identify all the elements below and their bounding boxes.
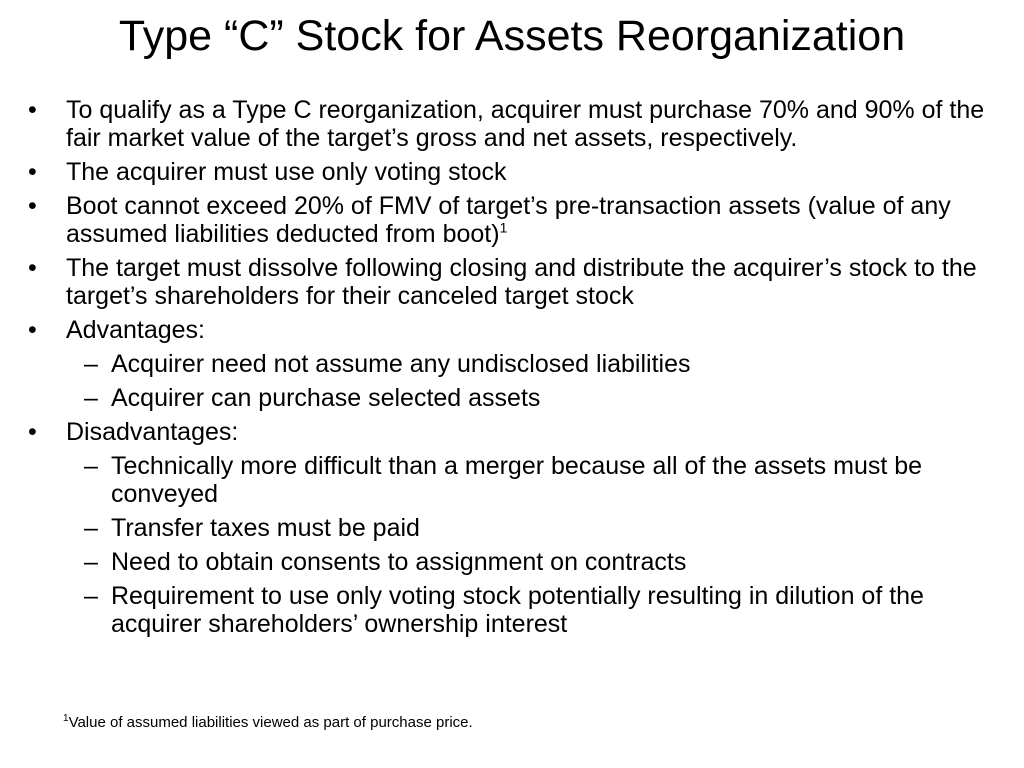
footnote-text: Value of assumed liabilities viewed as part of purchase price. [68,714,473,731]
bullet-marker: • [28,158,37,186]
sub-bullet-marker: – [84,452,98,480]
disadvantages-sub-list [66,452,1003,638]
bullet-text: Advantages: [66,316,205,344]
bullet-marker: • [28,254,37,282]
sub-bullet-text: Need to obtain consents to assignment on contracts [111,548,687,576]
bullet-item-advantages [28,316,1003,412]
bullet-marker: • [28,316,37,344]
sub-bullet-item [66,350,1003,378]
sub-bullet-marker: – [84,384,98,412]
sub-bullet-text: Acquirer need not assume any undisclosed liabilities [111,350,691,378]
bullet-text: The target must dissolve following closing and distribute the acquirer’s stock to the target’s shareholders for their canceled target stock [66,254,977,310]
bullet-item-disadvantages [28,418,1003,638]
sub-bullet-item [66,452,1003,508]
bullet-item [28,158,1003,186]
sub-bullet-marker: – [84,514,98,542]
bullet-marker: • [28,192,37,220]
footnote-marker: 1 [63,713,69,724]
bullet-text: Disadvantages: [66,418,239,446]
sub-bullet-text: Technically more difficult than a merger because all of the assets must be conveyed [111,452,923,508]
bullet-text: Boot cannot exceed 20% of FMV of target’s pre-transaction assets (value of any assumed liabilities deducted from boot) [66,192,951,248]
bullet-marker: • [28,96,37,124]
bullet-marker: • [28,418,37,446]
footnote-reference: 1 [499,219,508,236]
sub-bullet-text: Acquirer can purchase selected assets [111,384,541,412]
sub-bullet-text: Requirement to use only voting stock potentially resulting in dilution of the acquirer shareholders’ ownership interest [111,582,924,638]
advantages-sub-list [66,350,1003,412]
bullet-text: The acquirer must use only voting stock [66,158,507,186]
bullet-text: To qualify as a Type C reorganization, acquirer must purchase 70% and 90% of the fair market value of the target’s gross and net assets, respectively. [66,96,985,152]
sub-bullet-text: Transfer taxes must be paid [111,514,420,542]
sub-bullet-item [66,384,1003,412]
sub-bullet-item [66,582,1003,638]
slide-title: Type “C” Stock for Assets Reorganization [118,12,906,60]
bullet-list [28,96,1003,644]
bullet-item [28,192,1003,248]
sub-bullet-marker: – [84,548,98,576]
footnote [63,714,473,732]
sub-bullet-item [66,514,1003,542]
sub-bullet-marker: – [84,350,98,378]
sub-bullet-marker: – [84,582,98,610]
sub-bullet-item [66,548,1003,576]
bullet-item [28,254,1003,310]
bullet-item [28,96,1003,152]
